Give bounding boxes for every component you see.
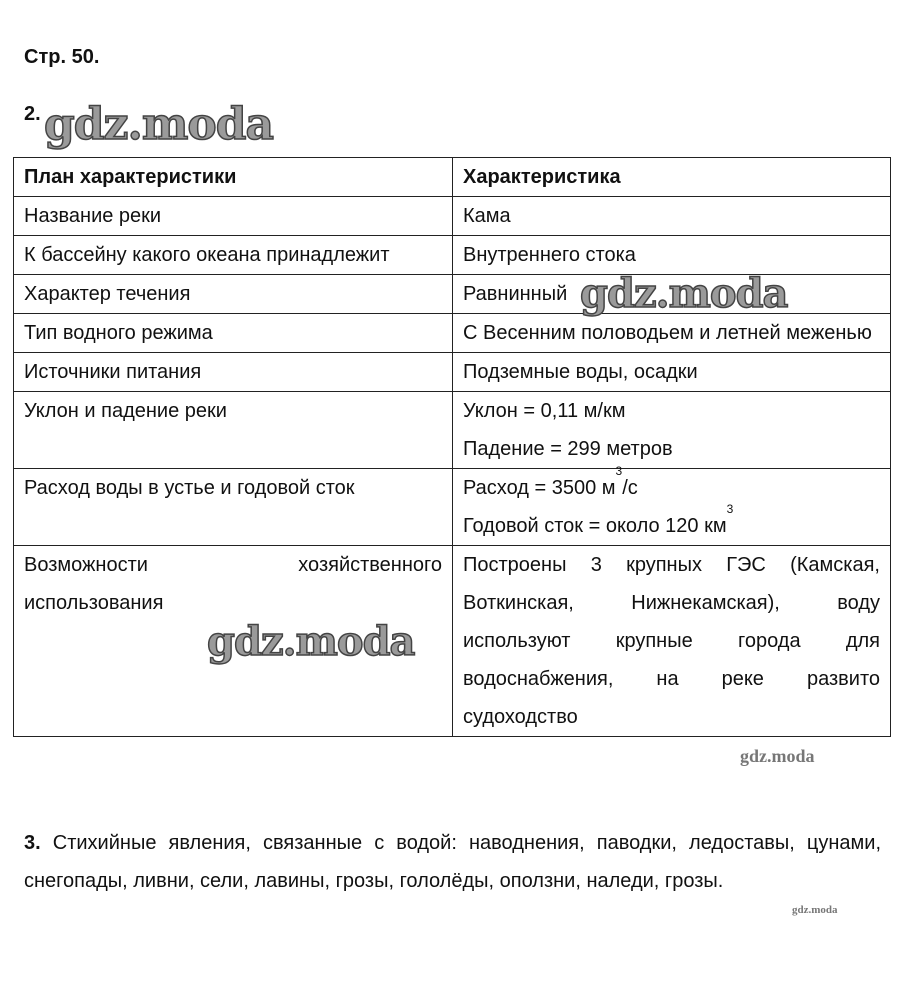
superscript: 3 (726, 502, 734, 516)
table-header-row (14, 158, 891, 197)
watermark-logo: gdz.moda (580, 270, 788, 317)
watermark-logo: gdz.moda (44, 99, 274, 150)
table-row (14, 469, 891, 546)
row-plan: Возможности хозяйственного использования (14, 546, 453, 737)
row-plan: Уклон и падение реки (14, 392, 453, 469)
discharge-unit: /с (622, 477, 638, 499)
row-plan: Источники питания (14, 353, 453, 392)
annual-flow-value (463, 502, 880, 545)
row-value (453, 464, 891, 546)
task-3-number: 3. (24, 832, 41, 854)
row-value (453, 392, 891, 469)
header-plan: План характеристики (14, 158, 453, 197)
table-row (14, 275, 891, 314)
row-plan: Тип водного режима (14, 314, 453, 353)
row-plan: Расход воды в устье и годовой сток (14, 469, 453, 546)
row-plan: К бассейну какого океана принадлежит (14, 236, 453, 275)
table-row (14, 392, 891, 469)
task-2-number: 2. (24, 103, 41, 125)
table-row (14, 314, 891, 353)
watermark-logo: gdz.moda (207, 618, 415, 665)
table-row (14, 546, 891, 737)
row-plan: Характер течения (14, 275, 453, 314)
page-label: Стр. 50. (24, 46, 100, 68)
discharge-value (463, 464, 880, 507)
row-value: С Весенним половодьем и летней меженью (453, 314, 891, 353)
discharge-text: Расход = 3500 м (463, 477, 616, 499)
row-value: Построены 3 крупных ГЭС (Камская, Воткинская, Нижнекамская), воду используют крупные города для водоснабжения, на реке развито судоходство (453, 546, 891, 737)
row-plan: Название реки (14, 197, 453, 236)
row-value: Внутреннего стока (453, 236, 891, 275)
header-characteristic: Характеристика (453, 158, 891, 197)
superscript: 3 (615, 464, 623, 478)
table-row (14, 197, 891, 236)
watermark-logo: gdz.moda (740, 746, 815, 766)
annual-flow-text: Годовой сток = около 120 км (463, 515, 727, 537)
table-row (14, 236, 891, 275)
task-3-text: Стихийные явления, связанные с водой: наводнения, паводки, ледоставы, цунами, снегопады, ливни, сели, лавины, грозы, гололёды, оползни, наледи, грозы. (24, 832, 881, 892)
task-3 (24, 824, 881, 900)
slope-value: Уклон = 0,11 м/км (463, 400, 626, 422)
river-characteristics-table (13, 157, 891, 737)
row-value: Равнинный (453, 275, 891, 314)
table-row (14, 353, 891, 392)
row-value: Кама (453, 197, 891, 236)
fall-value: Падение = 299 метров (463, 438, 673, 460)
row-value: Подземные воды, осадки (453, 353, 891, 392)
watermark-logo: gdz.moda (792, 904, 838, 916)
